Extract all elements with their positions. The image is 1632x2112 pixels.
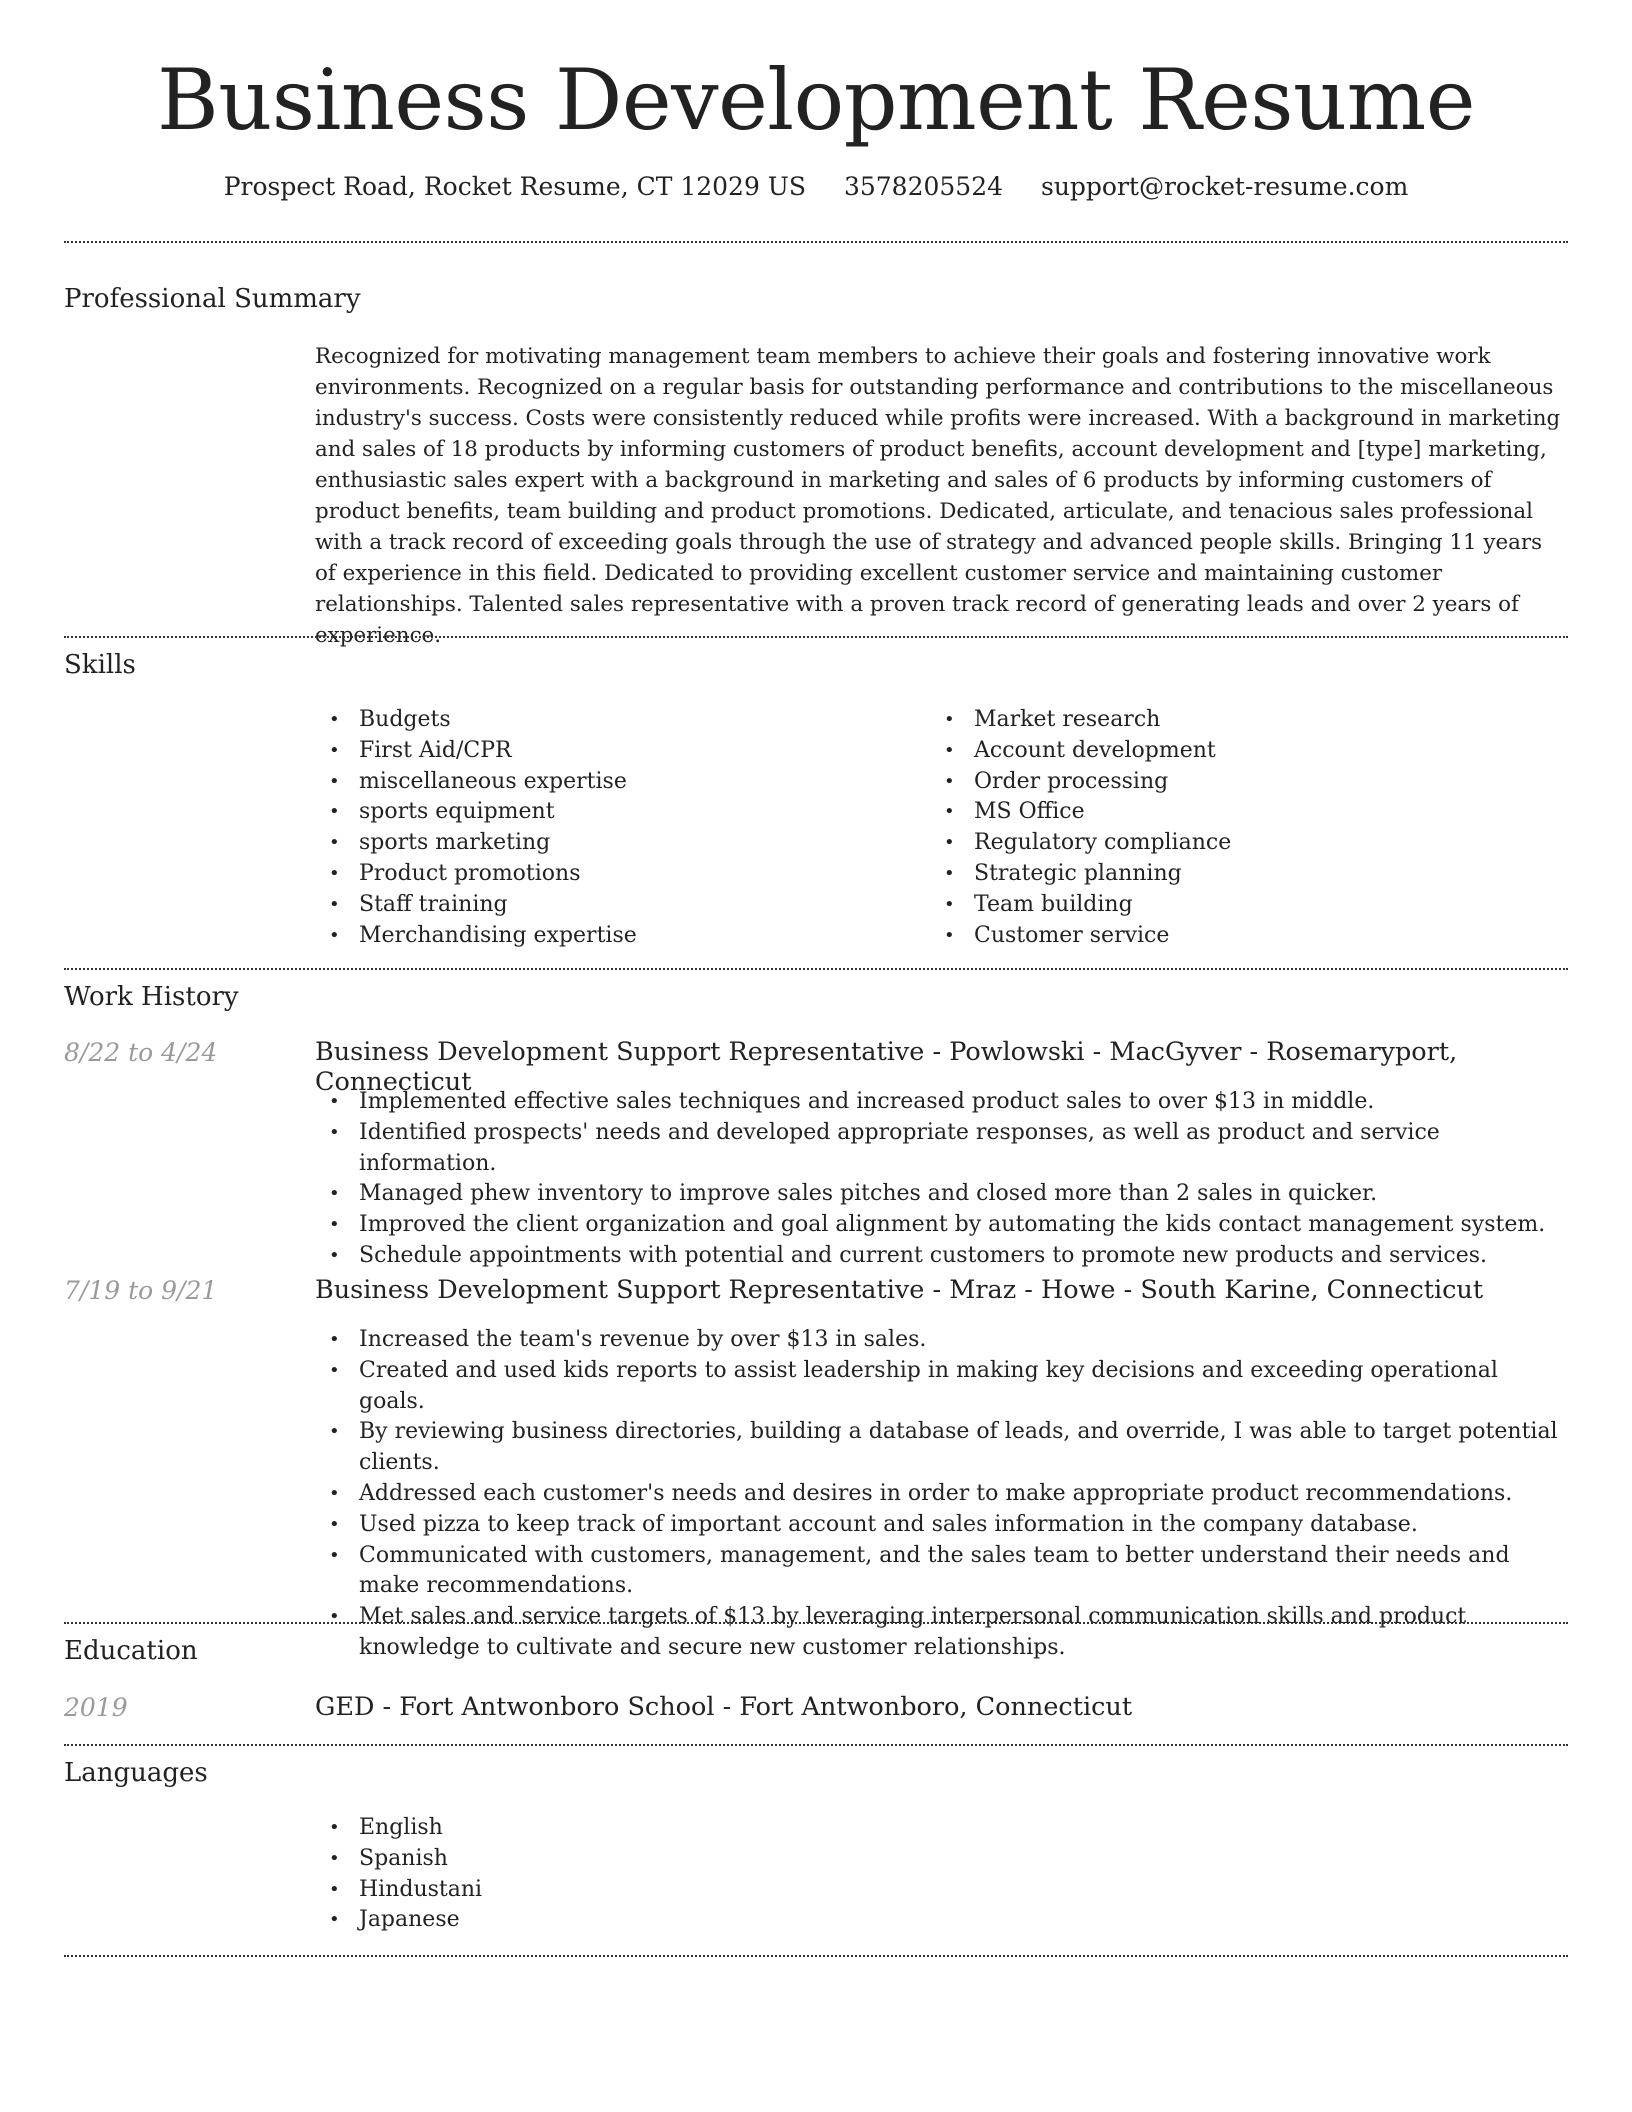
job-bullets [315,1325,1568,1664]
section-title-languages: Languages [64,1758,208,1788]
list-item: • Budgets [315,705,930,736]
divider [64,968,1568,970]
list-item: • Hindustani [315,1875,1568,1906]
job-title: Business Development Support Representative - Powlowski - MacGyver - Rosemaryport, Connecticut [315,1037,1458,1097]
list-item: • Spanish [315,1844,1568,1875]
contact-line [64,172,1568,201]
list-item: • Strategic planning [930,859,1545,890]
list-item: • Japanese [315,1905,1568,1936]
skills-column-left [315,705,930,951]
job-title: Business Development Support Representative - Mraz - Howe - South Karine, Connecticut [315,1275,1484,1305]
section-title-skills: Skills [64,650,136,680]
education-year: 2019 [64,1693,128,1722]
skills-column-right [930,705,1545,951]
list-item: • Team building [930,890,1545,921]
list-item: • Improved the client organization and goal alignment by automating the kids contact management system. [315,1210,1568,1241]
job-dates: 8/22 to 4/24 [64,1038,218,1067]
resume-title: Business Development Resume [157,51,1475,149]
list-item: • Used pizza to keep track of important account and sales information in the company database. [315,1510,1568,1541]
list-item: • Managed phew inventory to improve sales pitches and closed more than 2 sales in quicker. [315,1179,1568,1210]
contact-email: support@rocket-resume.com [1040,172,1409,201]
contact-phone: 3578205524 [843,172,1004,201]
list-item: • Communicated with customers, management, and the sales team to better understand their needs and make recommendations. [315,1541,1568,1603]
list-item: • Increased the team's revenue by over $13 in sales. [315,1325,1568,1356]
list-item: • Staff training [315,890,930,921]
list-item: • Market research [930,705,1545,736]
education-entry: GED - Fort Antwonboro School - Fort Antwonboro, Connecticut [315,1692,1133,1722]
list-item: • miscellaneous expertise [315,767,930,798]
contact-address: Prospect Road, Rocket Resume, CT 12029 US [223,172,807,201]
divider [64,241,1568,243]
list-item: • Customer service [930,921,1545,952]
job-bullets [315,1087,1568,1272]
list-item: • Met sales and service targets of $13 by leveraging interpersonal communication skills and product knowledge to cultivate and secure new customer relationships. [315,1602,1568,1664]
job-dates: 7/19 to 9/21 [64,1276,218,1305]
list-item: • Order processing [930,767,1545,798]
section-title-summary: Professional Summary [64,284,361,314]
list-item: • First Aid/CPR [315,736,930,767]
list-item: • By reviewing business directories, building a database of leads, and override, I was able to target potential clients. [315,1417,1568,1479]
divider [64,636,1568,638]
list-item: • Product promotions [315,859,930,890]
list-item: • Addressed each customer's needs and desires in order to make appropriate product recommendations. [315,1479,1568,1510]
languages-list [315,1813,1568,1936]
divider [64,1955,1568,1957]
divider [64,1744,1568,1746]
summary-text: Recognized for motivating management team members to achieve their goals and fostering innovative work environments. Recognized on a regular basis for outstanding performance and contributions to the miscellaneous industry's success. Costs were consistently reduced while profits were increased. With a background in marketing and sales of 18 products by informing customers of product benefits, account development and [type] marketing, enthusiastic sales expert with a background in marketing and sales of 6 products by informing customers of product benefits, team building and product promotions. Dedicated, articulate, and tenacious sales professional with a track record of exceeding goals through the use of strategy and advanced people skills. Bringing 11 years of experience in this field. Dedicated to providing excellent customer service and maintaining customer relationships. Talented sales representative with a proven track record of generating leads and over 2 years of experience. [315,344,1561,648]
list-item: • sports marketing [315,828,930,859]
list-item: • Implemented effective sales techniques and increased product sales to over $13 in middle. [315,1087,1568,1118]
skills-list [315,705,1568,951]
list-item: • Schedule appointments with potential and current customers to promote new products and services. [315,1241,1568,1272]
list-item: • Merchandising expertise [315,921,930,952]
section-title-work: Work History [64,982,239,1012]
section-title-education: Education [64,1636,198,1666]
list-item: • Regulatory compliance [930,828,1545,859]
list-item: • Identified prospects' needs and developed appropriate responses, as well as product and service information. [315,1118,1568,1180]
resume-page [64,0,1568,2112]
list-item: • MS Office [930,797,1545,828]
list-item: • Created and used kids reports to assist leadership in making key decisions and exceeding operational goals. [315,1356,1568,1418]
list-item: • sports equipment [315,797,930,828]
list-item: • English [315,1813,1568,1844]
list-item: • Account development [930,736,1545,767]
divider [64,1622,1568,1624]
